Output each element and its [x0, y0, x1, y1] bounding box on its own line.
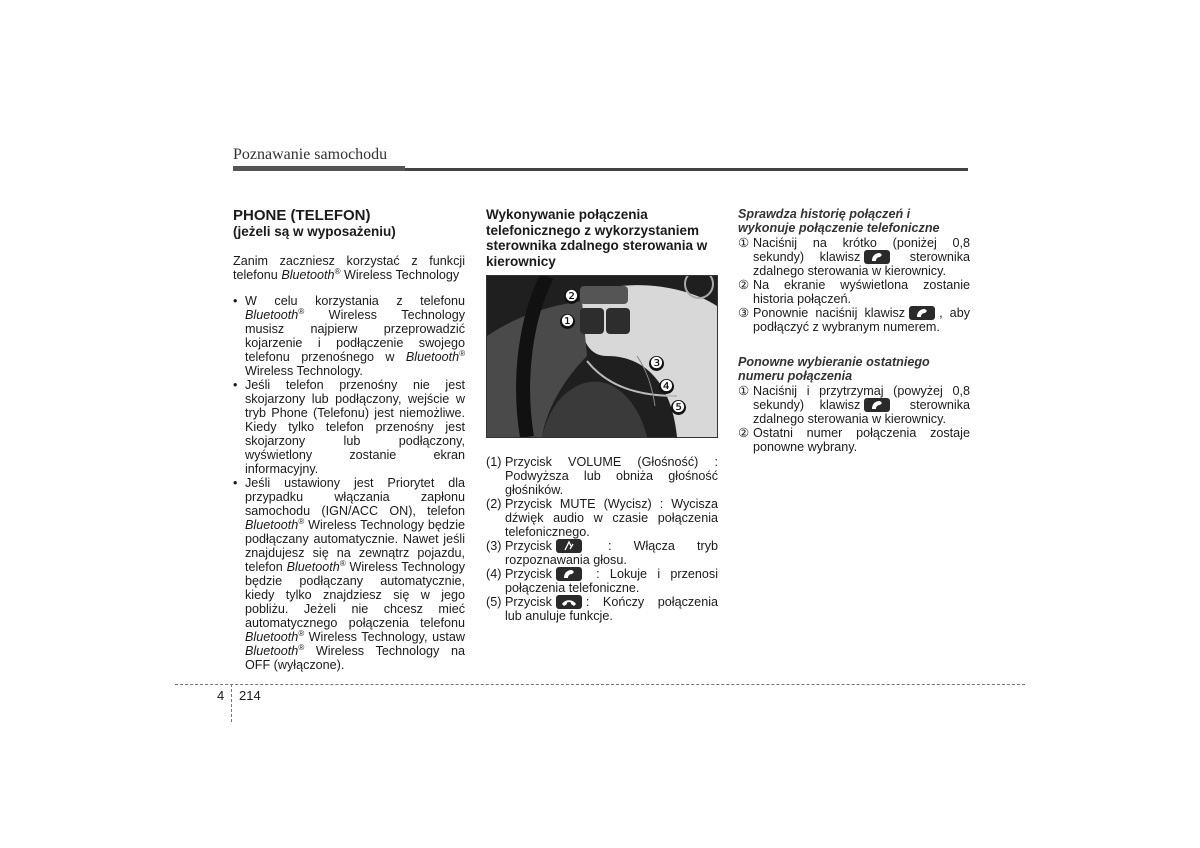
list-item: [486, 455, 718, 497]
chapter-number: 4: [217, 688, 225, 703]
step-text-pre: Naciśnij na krótko (poniżej 0,8 sekundy) klawisz: [753, 236, 970, 264]
item-number: (2): [486, 497, 502, 511]
step-text-pre: Ponownie naciśnij klawisz: [753, 306, 906, 320]
list-item: [486, 567, 718, 595]
bluetooth-text: Bluetooth: [245, 630, 299, 644]
bullet-text: Wireless Technology będzie podłączany automatycznie. Nawet jeśli znajdujesz się na zewnątrz pojazdu, telefon: [245, 518, 465, 574]
intro-paragraph: [233, 254, 465, 282]
call-answer-icon: [864, 250, 890, 264]
registered-mark: ®: [298, 642, 305, 652]
step-text-pre: Naciśnij i przytrzymaj (powyżej 0,8 sekundy) klawisz: [753, 384, 970, 412]
registered-mark: ®: [298, 516, 305, 526]
step-number: ①: [738, 384, 750, 398]
step-number: ②: [738, 426, 750, 440]
item-text-pre: Przycisk: [505, 567, 552, 581]
bluetooth-text: Bluetooth: [245, 644, 299, 658]
item-number: (5): [486, 595, 502, 609]
item-text: [505, 539, 718, 567]
bluetooth-text: Bluetooth: [245, 308, 299, 322]
step-text-post: sterownika zdalnego sterowania w kierownicy.: [753, 398, 970, 426]
intro-text-b: Wireless Technology: [340, 268, 460, 282]
item-text: [505, 595, 718, 623]
bullet-text: W celu korzystania z telefonu: [245, 294, 465, 308]
voice-recognition-icon: [556, 539, 582, 553]
item-text: Przycisk VOLUME (Głośność) : Podwyższa lub obniża głośność głośników.: [505, 455, 718, 497]
step-item: [738, 426, 970, 454]
step-text: Ostatni numer połączenia zostaje ponowne wybrany.: [753, 426, 970, 454]
column-phone-intro: [233, 207, 465, 672]
button-description-list: [486, 455, 718, 623]
item-number: (1): [486, 455, 502, 469]
item-text-post: : Lokuje i przenosi połączenia telefoniczne.: [505, 567, 718, 595]
section-title: PHONE (TELEFON): [233, 207, 371, 224]
callout-5: ❺: [671, 399, 686, 416]
bullet-text: Wireless Technology będzie podłączany automatycznie, kiedy tylko znajdziesz się w jego pobliżu. Jeżeli nie chcesz mieć automatycznego połączenia telefonu: [245, 560, 465, 630]
list-item: [486, 595, 718, 623]
bluetooth-text: Bluetooth: [286, 560, 340, 574]
registered-mark: ®: [459, 348, 465, 358]
step-number: ②: [738, 278, 750, 292]
header-rule-accent: [233, 166, 405, 171]
call-answer-icon: [556, 567, 582, 581]
item-number: (3): [486, 539, 502, 553]
section-title: Wykonywanie połączenia telefonicznego z wykorzystaniem sterownika zdalnego sterowania w kierownicy: [486, 207, 708, 269]
page-header-title: Poznawanie samochodu: [233, 146, 388, 163]
step-item: [738, 306, 970, 334]
column-call-history: [738, 207, 970, 454]
registered-mark: ®: [298, 628, 305, 638]
bluetooth-text: Bluetooth: [405, 350, 460, 364]
bullet-item: [233, 294, 465, 378]
bluetooth-text: Bluetooth: [245, 518, 299, 532]
bullet-text: Wireless Technology na OFF (wyłączone).: [245, 644, 465, 672]
step-item: [738, 236, 970, 278]
call-end-icon: [556, 595, 582, 609]
item-number: (4): [486, 567, 502, 581]
list-item: [486, 539, 718, 567]
bullet-text: Jeśli ustawiony jest Priorytet dla przypadku włączania zapłonu samochodu (IGN/ACC ON), telefon: [245, 476, 465, 518]
intro-text-a: Zanim zaczniesz korzystać z funkcji telefonu: [233, 254, 465, 282]
page-number: 214: [239, 688, 261, 703]
callout-4: ❹: [659, 378, 674, 395]
bullet-item: [233, 378, 465, 476]
registered-mark: ®: [298, 306, 305, 316]
step-item: [738, 384, 970, 426]
footer-rule: [175, 684, 1025, 685]
bullet-text: Wireless Technology, ustaw: [304, 630, 465, 644]
registered-mark: ®: [334, 266, 341, 276]
bullet-list: [233, 294, 465, 672]
step-text-post: , aby podłączyć z wybranym numerem.: [753, 306, 970, 334]
bullet-text: Wireless Technology.: [245, 364, 363, 378]
bullet-text: Jeśli telefon przenośny nie jest skojarzony lub podłączony, wejście w tryb Phone (Telefonu) jest niemożliwe. Kiedy tylko telefon przenośny jest skojarzony lub podłączony, wyświetlony zostanie ekran informacyjny.: [245, 378, 465, 476]
step-text-post: sterownika zdalnego sterowania w kierownicy.: [753, 250, 970, 278]
step-text: [753, 306, 970, 334]
step-number: ①: [738, 236, 750, 250]
step-text: [753, 236, 970, 278]
call-answer-icon: [909, 306, 935, 320]
callout-2: ❷: [564, 288, 579, 305]
subsection-title-redial: Ponowne wybieranie ostatniego numeru połączenia: [738, 355, 930, 383]
subsection-title-history: Sprawdza historię połączeń i wykonuje połączenie telefoniczne: [738, 207, 940, 235]
registered-mark: ®: [339, 558, 346, 568]
item-text-pre: Przycisk: [505, 539, 552, 553]
step-text: [753, 384, 970, 426]
item-text-post: : Kończy połączenia lub anuluje funkcje.: [505, 595, 718, 623]
item-text: [505, 567, 718, 595]
bullet-text: Wireless Technology musisz najpierw przeprowadzić kojarzenie i podłączenie swojego telefonu przenośnego w: [245, 308, 465, 364]
item-text: Przycisk MUTE (Wycisz) : Wycisza dźwięk audio w czasie połączenia telefonicznego.: [505, 497, 718, 539]
section-subtitle: (jeżeli są w wyposażeniu): [233, 224, 396, 239]
redial-steps: [738, 384, 970, 454]
step-item: [738, 278, 970, 306]
footer-divider: [231, 684, 232, 722]
column-steering-controls: [486, 207, 718, 636]
callout-3: ❸: [649, 355, 664, 372]
step-number: ③: [738, 306, 750, 320]
steering-wheel-figure: [486, 275, 718, 438]
item-text-post: : Włącza tryb rozpoznawania głosu.: [505, 539, 718, 567]
bullet-item: [233, 476, 465, 672]
step-text: Na ekranie wyświetlona zostanie historia połączeń.: [753, 278, 970, 306]
intro-bluetooth: Bluetooth: [281, 268, 335, 282]
list-item: [486, 497, 718, 539]
item-text-pre: Przycisk: [505, 595, 552, 609]
call-answer-icon: [864, 398, 890, 412]
history-steps: [738, 236, 970, 334]
callout-1: ❶: [560, 313, 575, 330]
